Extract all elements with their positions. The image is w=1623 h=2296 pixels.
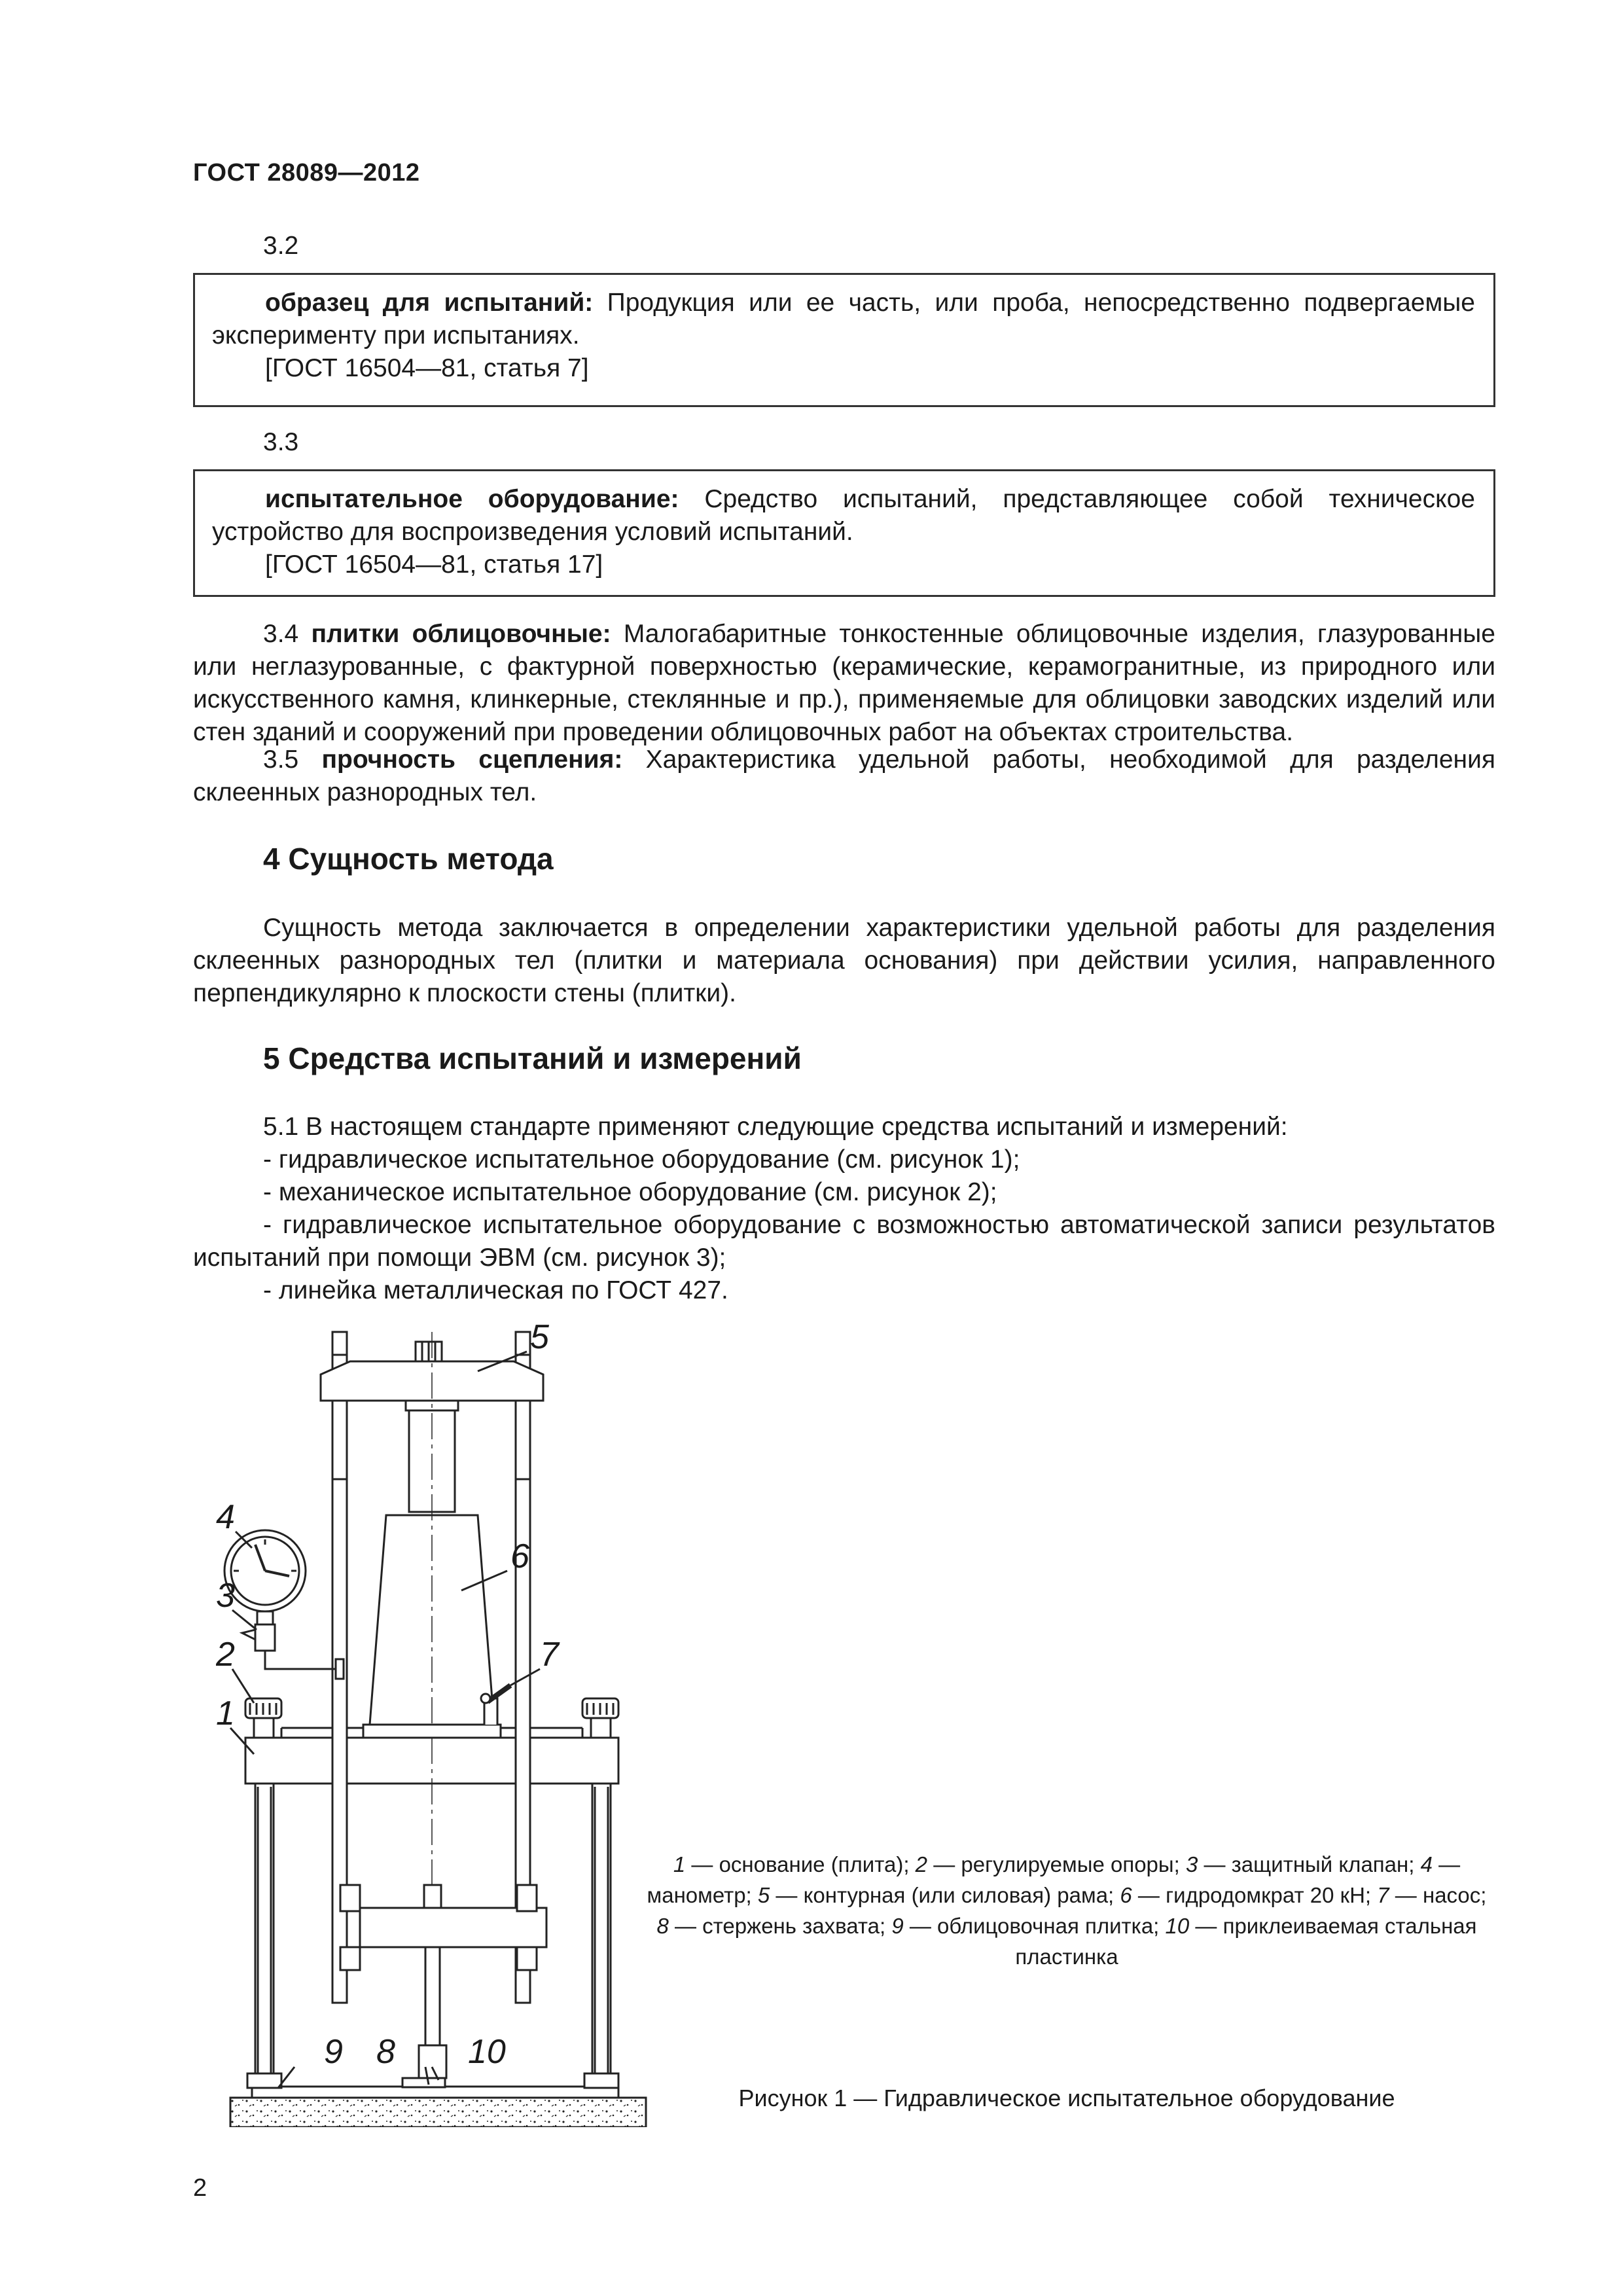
list-item: - линейка металлическая по ГОСТ 427. — [263, 1276, 728, 1304]
figure-label-7: 7 — [540, 1636, 559, 1674]
legend-text: — защитный клапан; — [1198, 1852, 1421, 1876]
figure-1-hydraulic-equipment — [216, 1302, 648, 2127]
clause-term: прочность сцепления: — [321, 745, 623, 774]
legend-text: — стержень захвата; — [668, 1914, 892, 1938]
list-item: - гидравлическое испытательное оборудование с возможностью автоматической записи результатов испытаний при помощи ЭВМ (см. рисунок 3); — [193, 1211, 1495, 1272]
legend-number: 2 — [915, 1852, 928, 1876]
legend-text: — облицовочная плитка; — [903, 1914, 1166, 1938]
legend-number: 6 — [1120, 1883, 1132, 1907]
clause-number-3-3: 3.3 — [263, 428, 299, 456]
figure-label-5: 5 — [530, 1318, 549, 1356]
clause-number-3-2: 3.2 — [263, 232, 299, 260]
clause-body: Малогабаритные тонкостенные облицовочные изделия, глазурованные или неглазурованные, с фактурной поверхностью (керамические, керамогранитные, из природного или искусственного камня, клинкерные, стеклянные и пр.), применяемые для облицовки заводских изделий или стен зданий и сооружений при проведении облицовочных работ на объектах строительства. — [193, 620, 1495, 746]
legend-text: — контурная (или силовая) рама; — [770, 1883, 1120, 1907]
clause-5-1-intro: 5.1 В настоящем стандарте применяют следующие средства испытаний и измерений: — [263, 1113, 1288, 1141]
clause-3-5 — [193, 744, 1495, 809]
definition-term: образец для испытаний: — [265, 289, 594, 317]
legend-number: 3 — [1185, 1852, 1198, 1876]
section-5-list-block — [193, 1111, 1495, 1307]
clause-term: плитки облицовочные: — [311, 620, 611, 648]
clause-number: 3.5 — [263, 745, 322, 774]
clause-number: 3.4 — [263, 620, 312, 648]
legend-number: 9 — [891, 1914, 904, 1938]
figure-caption: Рисунок 1 — Гидравлическое испытательное оборудование — [738, 2085, 1395, 2111]
legend-text: — приклеиваемая стальная пластинка — [1015, 1914, 1477, 1969]
document-header: ГОСТ 28089—2012 — [193, 159, 420, 187]
legend-number: 7 — [1377, 1883, 1389, 1907]
figure-legend — [638, 1849, 1495, 1972]
clause-body: Характеристика удельной работы, необходимой для разделения склеенных разнородных тел. — [193, 745, 1495, 806]
figure-label-3: 3 — [216, 1577, 235, 1615]
legend-number: 8 — [656, 1914, 669, 1938]
grip-rod — [425, 1947, 440, 2045]
legend-number: 10 — [1165, 1914, 1190, 1938]
list-item: - гидравлическое испытательное оборудование (см. рисунок 1); — [263, 1145, 1020, 1174]
definition-reference: [ГОСТ 16504—81, статья 17] — [265, 550, 603, 579]
legend-text: — основание (плита); — [685, 1852, 916, 1876]
clause-3-4 — [193, 618, 1495, 749]
definition-text — [212, 483, 1475, 548]
figure-label-10: 10 — [468, 2033, 506, 2071]
legend-text: — гидродомкрат 20 кН; — [1132, 1883, 1378, 1907]
page-number: 2 — [193, 2174, 207, 2202]
legend-number: 5 — [757, 1883, 770, 1907]
section-4-heading: 4 Сущность метода — [263, 842, 554, 876]
definition-text — [212, 287, 1475, 352]
definition-box-3-3 — [193, 469, 1495, 597]
legend-text: — манометр; — [647, 1852, 1461, 1907]
figure-label-9: 9 — [324, 2033, 343, 2071]
figure-label-6: 6 — [510, 1537, 529, 1575]
floor-slab — [230, 2098, 646, 2127]
list-item: - механическое испытательное оборудование (см. рисунок 2); — [263, 1178, 997, 1206]
definition-term: испытательное оборудование: — [265, 485, 679, 513]
figure-label-4: 4 — [216, 1498, 235, 1536]
tile-strip — [252, 2087, 618, 2098]
definition-reference: [ГОСТ 16504—81, статья 7] — [265, 354, 589, 382]
section-4-text: Сущность метода заключается в определении характеристики удельной работы для разделения склеенных разнородных тел (плитки и материала основания) при действии усилия, направленного перпендикулярно к плоскости стены (плитки). — [193, 914, 1495, 1007]
legend-number: 1 — [673, 1852, 686, 1876]
crosshead — [360, 1908, 546, 1947]
definition-body: Продукция или ее часть, или проба, непосредственно подвергаемые эксперименту при испытаниях. — [212, 289, 1475, 350]
legend-number: 4 — [1420, 1852, 1433, 1876]
definition-box-3-2 — [193, 273, 1495, 407]
figure-label-2: 2 — [216, 1636, 235, 1674]
legend-text: — насос; — [1389, 1883, 1487, 1907]
definition-body: Средство испытаний, представляющее собой техническое устройство для воспроизведения условий испытаний. — [212, 485, 1475, 546]
figure-label-8: 8 — [376, 2033, 395, 2071]
equipment-list — [193, 1143, 1495, 1307]
section-5-heading: 5 Средства испытаний и измерений — [263, 1041, 802, 1075]
figure-label-1: 1 — [216, 1695, 235, 1732]
protective-valve — [255, 1624, 275, 1651]
legend-text: — регулируемые опоры; — [927, 1852, 1186, 1876]
